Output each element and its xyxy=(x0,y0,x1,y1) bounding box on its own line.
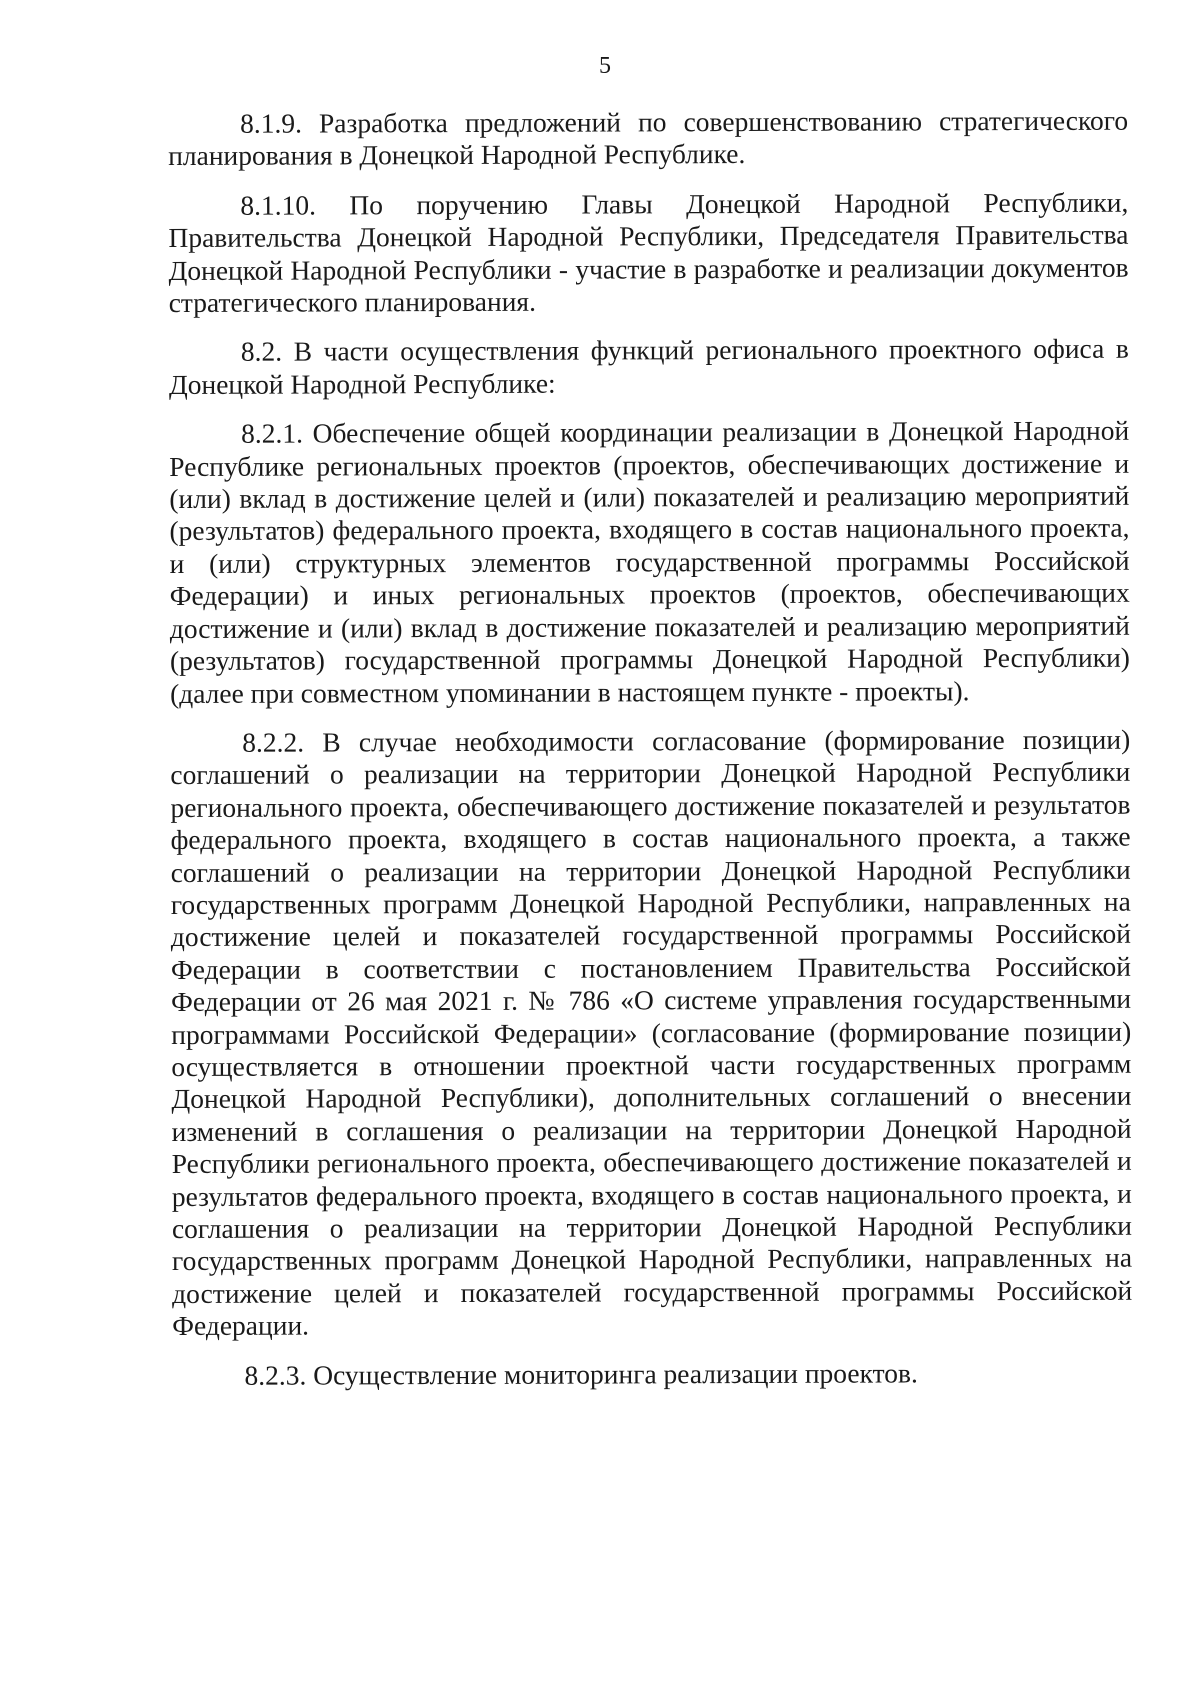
page-number: 5 xyxy=(599,53,611,79)
paragraph-8-1-10: 8.1.10. По поручению Главы Донецкой Народной Республики, Правительства Донецкой Народной Республики, Председателя Правительства Донецкой Народной Республики - участие в разработке и реализации документов стратегического планирования. xyxy=(168,186,1129,319)
paragraph-8-1-9: 8.1.9. Разработка предложений по совершенствованию стратегического планирования в Донецкой Народной Республике. xyxy=(168,104,1129,172)
paragraph-8-2-2: 8.2.2. В случае необходимости согласование (формирование позиции) соглашений о реализации на территории Донецкой Народной Республики регионального проекта, обеспечивающего достижение показателей и результатов федерального проекта, входящего в состав национального проекта, а также соглашений о реализации на территории Донецкой Народной Республики государственных программ Донецкой Народной Республики, направленных на достижение целей и показателей государственной программы Российской Федерации в соответствии с постановлением Правительства Российской Федерации от 26 мая 2021 г. № 786 «О системе управления государственными программами Российской Федерации» (согласование (формирование позиции) осуществляется в отношении проектной части государственных программ Донецкой Народной Республики), дополнительных соглашений о внесении изменений в соглашения о реализации на территории Донецкой Народной Республики регионального проекта, обеспечивающего достижение показателей и результатов федерального проекта, входящего в состав национального проекта, и соглашения о реализации на территории Донецкой Народной Республики государственных программ Донецкой Народной Республики, направленных на достижение целей и показателей государственной программы Российской Федерации. xyxy=(170,723,1133,1342)
paragraph-8-2-1: 8.2.1. Обеспечение общей координации реализации в Донецкой Народной Республике региональных проектов (проектов, обеспечивающих достижение и (или) вклад в достижение целей и (или) показателей и реализацию мероприятий (результатов) федерального проекта, входящего в состав национального проекта, и (или) структурных элементов государственной программы Российской Федерации) и иных региональных проектов (проектов, обеспечивающих достижение и (или) вклад в достижение показателей и реализацию мероприятий (результатов) государственной программы Донецкой Народной Республики) (далее при совместном упоминании в настоящем пункте - проекты). xyxy=(169,414,1130,709)
paragraph-8-2-3: 8.2.3. Осуществление мониторинга реализации проектов. xyxy=(244,1357,918,1391)
document-body xyxy=(168,105,1132,1392)
paragraph-8-2: 8.2. В части осуществления функций регионального проектного офиса в Донецкой Народной Республике: xyxy=(168,333,1129,400)
